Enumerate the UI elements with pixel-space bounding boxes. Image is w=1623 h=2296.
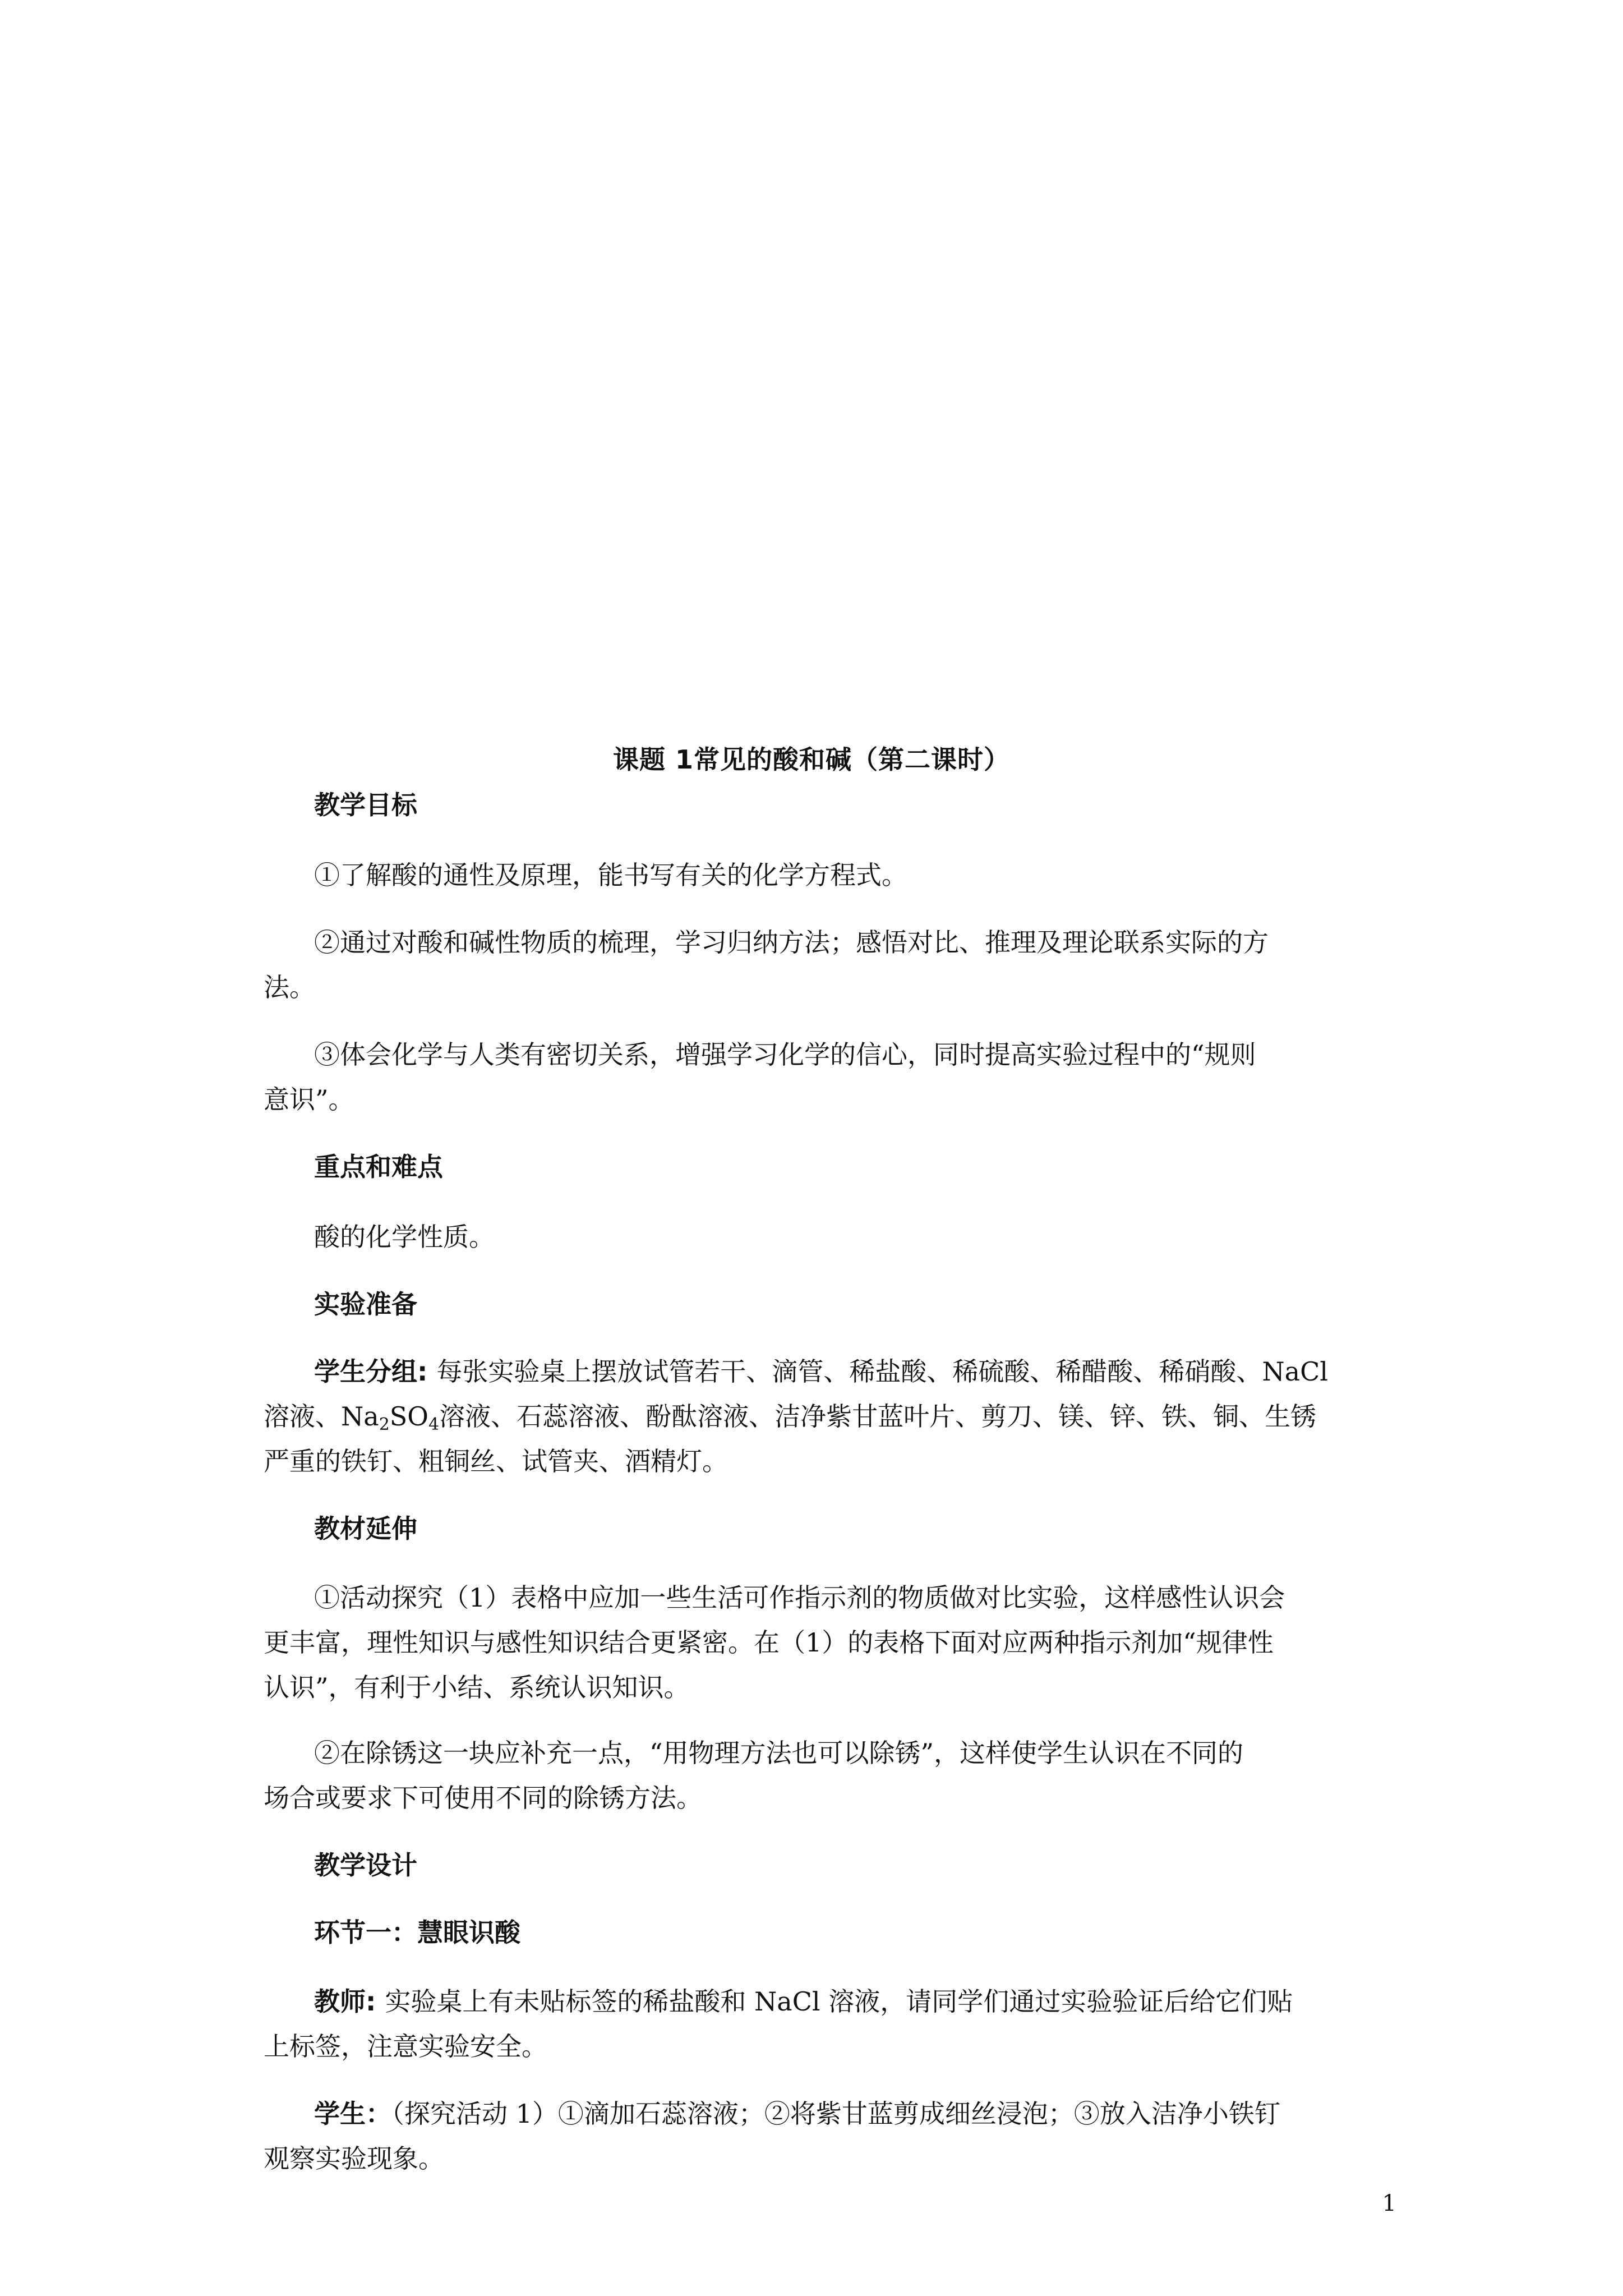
goal-item-3: ③体会化学与人类有密切关系，增强学习化学的信心，同时提高实验过程中的“规则 — [314, 1039, 1256, 1070]
goals-heading: 教学目标 — [314, 790, 417, 820]
design-subheading: 环节一：慧眼识酸 — [314, 1917, 520, 1948]
prep-line-3: 严重的铁钉、粗铜丝、试管夹、酒精灯。 — [264, 1446, 728, 1476]
page-number: 1 — [1382, 2191, 1396, 2216]
prep-heading: 实验准备 — [314, 1289, 417, 1319]
ext-line-5: 场合或要求下可使用不同的除锈方法。 — [264, 1783, 702, 1813]
student-line-2: 观察实验现象。 — [264, 2143, 444, 2174]
ext-line-1: ①活动探究（1）表格中应加一些生活可作指示剂的物质做对比实验，这样感性认识会 — [314, 1582, 1285, 1613]
teacher-text-1: 实验桌上有未贴标签的稀盐酸和 NaCl 溶液，请同学们通过实验验证后给它们贴 — [385, 1986, 1293, 2017]
page-title: 课题 1常见的酸和碱（第二课时） — [612, 744, 1011, 775]
student-label: 学生 — [314, 2099, 366, 2129]
subscript-4: 4 — [428, 1415, 440, 1434]
ext-line-2: 更丰富，理性知识与感性知识结合更紧密。在（1）的表格下面对应两种指示剂加“规律性 — [264, 1627, 1274, 1658]
key-text: 酸的化学性质。 — [314, 1222, 495, 1252]
prep-label: 学生分组 — [314, 1356, 417, 1387]
prep-line-1 — [314, 1349, 1396, 1394]
teacher-line-1 — [314, 1979, 1396, 2024]
subscript-2: 2 — [379, 1415, 390, 1434]
prep-text-2c: 溶液、石蕊溶液、酚酞溶液、洁净紫甘蓝叶片、剪刀、镁、锌、铁、铜、生锈 — [439, 1401, 1317, 1432]
ext-line-4: ②在除锈这一块应补充一点，“用物理方法也可以除锈”，这样使学生认识在不同的 — [314, 1738, 1244, 1768]
prep-text-2b: SO — [389, 1401, 429, 1432]
goal-item-3-cont: 意识”。 — [264, 1084, 354, 1115]
goal-item-2-cont: 法。 — [264, 972, 315, 1002]
ext-line-3: 认识”，有利于小结、系统认识知识。 — [264, 1672, 690, 1703]
student-text-1: （探究活动 1）①滴加石蕊溶液；②将紫甘蓝剪成细丝浸泡；③放入洁净小铁钉 — [391, 2099, 1280, 2129]
key-heading: 重点和难点 — [314, 1152, 443, 1182]
teacher-line-2: 上标签，注意实验安全。 — [264, 2031, 547, 2062]
label-colon: : — [366, 1986, 385, 2017]
goal-item-1: ①了解酸的通性及原理，能书写有关的化学方程式。 — [314, 860, 907, 890]
label-colon: ： — [366, 2099, 391, 2129]
prep-text-2a: 溶液、Na — [264, 1401, 379, 1432]
prep-line-2 — [264, 1394, 1396, 1439]
label-colon: : — [417, 1356, 437, 1387]
student-line-1 — [314, 2091, 1396, 2136]
goal-item-2: ②通过对酸和碱性物质的梳理，学习归纳方法；感悟对比、推理及理论联系实际的方 — [314, 927, 1269, 958]
ext-heading: 教材延伸 — [314, 1513, 417, 1544]
design-heading: 教学设计 — [314, 1850, 417, 1880]
prep-text-1: 每张实验桌上摆放试管若干、滴管、稀盐酸、稀硫酸、稀醋酸、稀硝酸、NaCl — [436, 1356, 1329, 1387]
teacher-label: 教师 — [314, 1986, 366, 2017]
